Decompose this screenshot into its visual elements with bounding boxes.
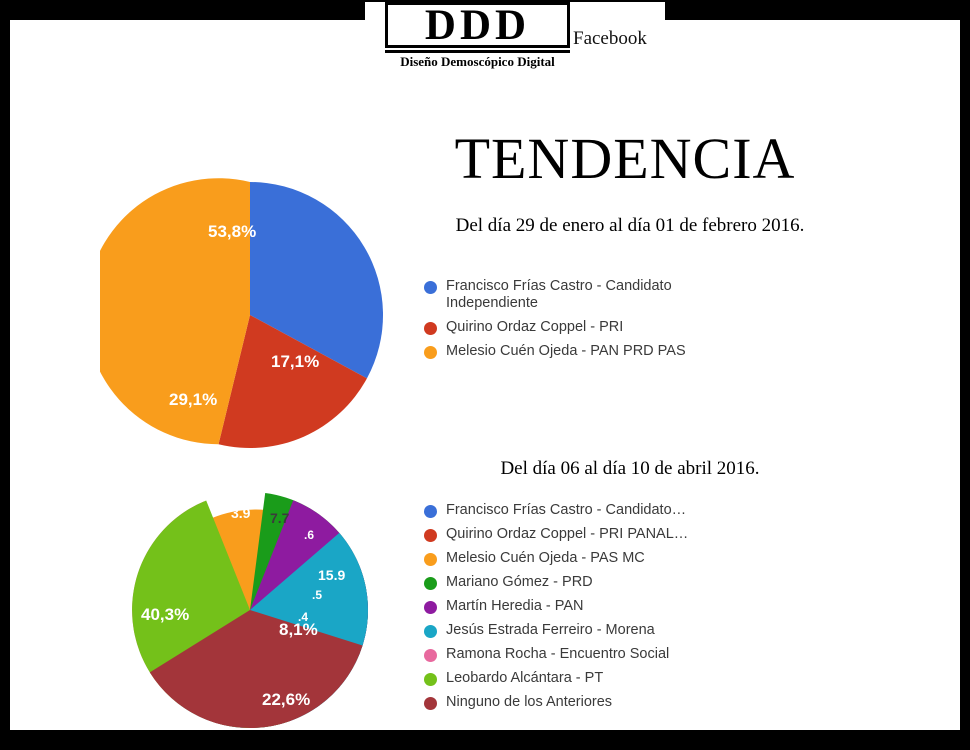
pie-2-value-ninguno: 15.9 — [318, 567, 346, 583]
chart-1-title: Del día 29 de enero al día 01 de febrero 2016. — [455, 215, 805, 236]
legend-item-label: Leobardo Alcántara - PT — [446, 670, 604, 686]
legend-color-dot-icon — [424, 322, 437, 335]
pie-2-value-jesus: .6 — [304, 528, 315, 542]
legend-item[interactable] — [424, 278, 716, 312]
pie-chart-1-svg — [100, 170, 400, 460]
chart-2-title: Del día 06 al día 10 de abril 2016. — [500, 458, 760, 479]
legend-item-label: Ninguno de los Anteriores — [446, 694, 613, 710]
legend-color-dot-icon — [424, 529, 437, 542]
logo-subtitle: Diseño Demoscópico Digital — [400, 54, 555, 69]
legend-color-dot-icon — [424, 601, 437, 614]
pie-chart-april — [98, 475, 398, 740]
brand-logo — [365, 2, 665, 84]
legend-item[interactable] — [424, 670, 688, 687]
legend-item[interactable] — [424, 502, 688, 519]
pie-chart-january-february — [100, 170, 400, 460]
logo-divider — [385, 50, 570, 53]
pie-chart-2-svg — [98, 475, 398, 740]
pie-2-value-francisco: 8,1% — [279, 620, 318, 639]
pie-2-value-leobardo: .5 — [312, 588, 323, 602]
legend-color-dot-icon — [424, 553, 437, 566]
pie-2-value-quirino: 22,6% — [262, 690, 311, 709]
legend-item[interactable] — [424, 574, 688, 591]
legend-item[interactable] — [424, 319, 716, 336]
legend-item-label: Mariano Gómez - PRD — [446, 574, 593, 590]
legend-item[interactable] — [424, 526, 688, 543]
legend-item-label: Martín Heredia - PAN — [446, 598, 584, 614]
poster-canvas — [10, 2, 960, 730]
logo-box — [385, 2, 570, 48]
legend-item-label: Ramona Rocha - Encuentro Social — [446, 646, 670, 662]
legend-item[interactable] — [424, 622, 688, 639]
legend-item-label: Melesio Cuén Ojeda - PAS MC — [446, 550, 645, 566]
legend-item[interactable] — [424, 694, 688, 711]
legend-item[interactable] — [424, 646, 688, 663]
legend-color-dot-icon — [424, 673, 437, 686]
legend-item[interactable] — [424, 598, 688, 615]
legend-chart-2 — [424, 502, 688, 718]
legend-item-label: Francisco Frías Castro - Candidato Independiente — [446, 278, 672, 311]
pie-2-value-martin: 7.7 — [270, 510, 290, 526]
pie-1-value-melesio: 53,8% — [208, 222, 257, 241]
legend-item-label: Melesio Cuén Ojeda - PAN PRD PAS — [446, 343, 686, 359]
legend-color-dot-icon — [424, 281, 437, 294]
pie-slice-melesio-cuen — [100, 178, 250, 444]
legend-item-label: Jesús Estrada Ferreiro - Morena — [446, 622, 655, 638]
logo-letters: DDD — [424, 2, 531, 49]
legend-chart-1 — [424, 278, 716, 367]
legend-color-dot-icon — [424, 697, 437, 710]
page-title: TENDENCIA — [454, 126, 796, 191]
pie-2-value-mariano: 3.9 — [231, 505, 251, 521]
legend-item-label: Francisco Frías Castro - Candidato… — [446, 502, 687, 518]
pie-1-value-quirino: 29,1% — [169, 390, 218, 409]
legend-item[interactable] — [424, 550, 688, 567]
pie-2-value-melesio: 40,3% — [141, 605, 190, 624]
facebook-label: Facebook — [573, 28, 647, 49]
legend-color-dot-icon — [424, 649, 437, 662]
pie-2-value-ramona: .4 — [298, 610, 309, 624]
legend-color-dot-icon — [424, 577, 437, 590]
legend-color-dot-icon — [424, 505, 437, 518]
legend-item-label: Quirino Ordaz Coppel - PRI — [446, 319, 624, 335]
legend-item-label: Quirino Ordaz Coppel - PRI PANAL… — [446, 526, 689, 542]
legend-color-dot-icon — [424, 625, 437, 638]
legend-item[interactable] — [424, 343, 716, 360]
legend-color-dot-icon — [424, 346, 437, 359]
pie-1-value-francisco: 17,1% — [271, 352, 320, 371]
